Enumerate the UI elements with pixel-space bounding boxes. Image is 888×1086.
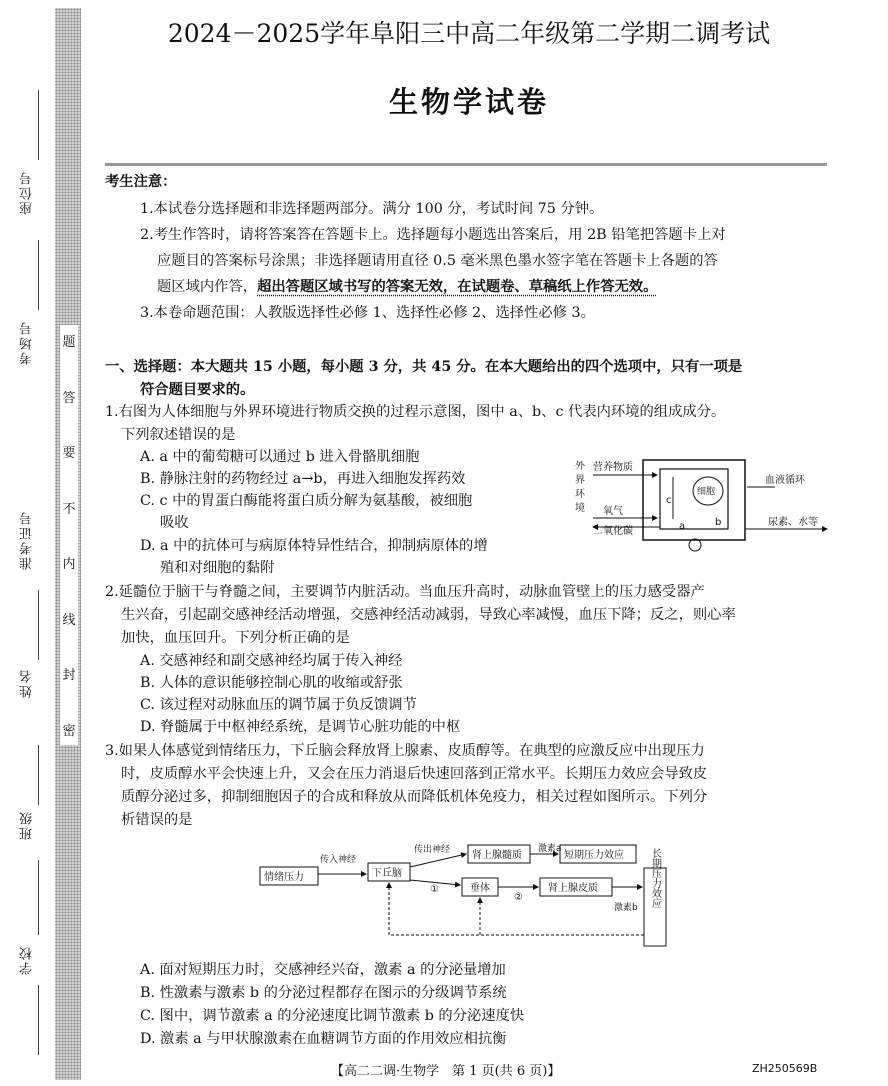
env-label-1: 外 (575, 461, 585, 472)
notice-item: 1.本试卷分选择题和非选择题两部分。满分 100 分，考试时间 75 分钟。 (140, 201, 604, 217)
footer-code: ZH250569B (752, 1062, 818, 1075)
notice-item-line (157, 277, 657, 297)
seal-char: 要 (62, 446, 76, 462)
notice-emphasis: 超出答题区域书写的答案无效，在试题卷、草稿纸上作答无效。 (257, 279, 658, 295)
question-stem: 2.延髓位于脑干与脊髓之间，主要调节内脏活动。当血压升高时，动脉血管壁上的压力感受器产 (105, 584, 705, 600)
binding-margin (0, 0, 100, 1086)
notice-item: 3.本卷命题范围：人教版选择性必修 1、选择性必修 2、选择性必修 3。 (140, 305, 595, 321)
class-line (38, 860, 39, 935)
seat-number-line (38, 90, 39, 160)
question-stem: 析错误的是 (121, 812, 193, 828)
exam-title: 2024－2025学年阜阳三中高二年级第二学期二调考试 (167, 19, 771, 48)
seal-char: 题 (62, 335, 76, 350)
label-b: b (715, 517, 722, 528)
blood-circulation-label: 血液循环 (765, 475, 805, 486)
seal-char: 密 (62, 723, 76, 739)
co2-label: 二氧化碳 (593, 526, 633, 537)
seal-char: 不 (62, 501, 76, 517)
nutrients-label: 营养物质 (593, 462, 633, 473)
stress-label: 情绪压力 (264, 872, 304, 883)
stress-response-diagram (258, 840, 678, 950)
option-a: A. a 中的葡萄糖可以通过 b 进入骨骼肌细胞 (140, 449, 420, 465)
option-b: B. 人体的意识能够控制心肌的收缩或舒张 (140, 675, 403, 691)
option-a: A. 面对短期压力时，交感神经兴奋，激素 a 的分泌量增加 (140, 962, 506, 978)
option-d: D. a 中的抗体可与病原体特异性结合，抑制病原体的增 (140, 538, 488, 554)
school-line (38, 985, 39, 1055)
school-label: 学校 (20, 945, 35, 975)
question-stem: 质醇分泌过多，抑制细胞因子的合成和释放从而降低机体免疫力，相关过程如图所示。下列分 (121, 789, 708, 805)
hormone-b-label: 激素b (614, 903, 638, 913)
cortex-label: 肾上腺皮质 (548, 883, 598, 894)
ticket-number-label: 准考证号 (20, 510, 35, 570)
option-c: C. c 中的胃蛋白酶能将蛋白质分解为氨基酸，被细胞 (140, 493, 473, 509)
question-stem: 加快，血压回升。下列分析正确的是 (121, 630, 350, 646)
option-b: B. 静脉注射的药物经过 a→b，再进入细胞发挥药效 (140, 471, 466, 487)
ticket-number-line (38, 590, 39, 660)
seal-char: 内 (62, 557, 76, 573)
seal-char: 封 (62, 668, 76, 684)
question-stem: 生兴奋，引起副交感神经活动增强，交感神经活动减弱，导致心率减慢，血压下降；反之，则心率 (121, 607, 736, 623)
hypothalamus-label: 下丘脑 (372, 868, 402, 879)
body-box (643, 460, 745, 540)
seal-char: 线 (62, 612, 76, 628)
question-stem: 时，皮质醇水平会快速上升，又会在压力消退后快速回落到正常水平。长期压力效应会导致皮 (121, 766, 708, 782)
urine-label: 尿素、水等 (768, 517, 818, 528)
option-c: C. 该过程对动脉血压的调节属于负反馈调节 (140, 697, 417, 713)
step-1-label: ① (430, 884, 439, 895)
hormone-a-label: 激素a (538, 844, 562, 854)
step-2-label: ② (514, 892, 523, 903)
notice-item: 2.考生作答时，请将答案答在答题卡上。选择题每小题选出答案后，用 2B 铅笔把答题卡上对 (140, 227, 726, 243)
class-label: 班级 (20, 810, 35, 840)
option-c: C. 图中，调节激素 a 的分泌速度比调节激素 b 的分泌速度快 (140, 1008, 525, 1024)
seal-char: 答 (62, 390, 76, 406)
cell-label: 细胞 (697, 487, 716, 497)
question-stem: 3.如果人体感觉到情绪压力，下丘脑会释放肾上腺素、皮质醇等。在典型的应激反应中出现压力 (105, 743, 705, 759)
footer-page-info: 【高二二调·生物学 第 1 页(共 6 页)】 (331, 1064, 561, 1079)
exam-subtitle: 生物学试卷 (388, 85, 549, 119)
heart-circle (689, 539, 701, 551)
seal-notice (60, 325, 78, 745)
oxygen-label: 氧气 (603, 506, 623, 517)
env-label-4: 境 (575, 503, 585, 514)
section-heading: 符合题目要求的。 (140, 382, 255, 398)
option-b: B. 性激素与激素 b 的分泌过程都存在图示的分级调节系统 (140, 985, 507, 1001)
afferent-label: 传入神经 (320, 855, 357, 865)
option-d: D. 激素 a 与甲状腺激素在血糖调节方面的作用效应相抗衡 (140, 1031, 507, 1047)
section-heading: 一、选择题：本大题共 15 小题，每小题 3 分，共 45 分。在本大题给出的四个选项中，只有一项是 (105, 359, 743, 375)
name-label: 姓名 (20, 668, 35, 698)
option-d-cont: 殖和对细胞的黏附 (160, 560, 275, 576)
exam-room-label: 考场号 (20, 320, 35, 365)
header-rule (105, 163, 827, 166)
seat-number-label: 座位号 (20, 170, 35, 215)
notice-item: 应题目的答案标号涂黑；非选择题请用直径 0.5 毫米黑色墨水签字笔在答题卡上各题的答 (157, 253, 718, 269)
question-stem: 1.右图为人体细胞与外界环境进行物质交换的过程示意图，图中 a、b、c 代表内环境的组成成分。 (105, 404, 726, 420)
name-line (38, 745, 39, 805)
internal-environment-diagram (565, 457, 830, 552)
short-term-label: 短期压力效应 (564, 850, 624, 861)
env-label-2: 界 (575, 475, 585, 486)
efferent-label: 传出神经 (414, 845, 451, 855)
label-a: a (679, 521, 686, 532)
medulla-label: 肾上腺髓质 (472, 850, 522, 861)
notice-heading: 考生注意： (105, 174, 177, 190)
label-c: c (666, 495, 672, 506)
question-stem: 下列叙述错误的是 (121, 427, 236, 443)
efferent-arrow (410, 854, 466, 867)
option-a: A. 交感神经和副交感神经均属于传入神经 (140, 653, 403, 669)
option-d: D. 脊髓属于中枢神经系统，是调节心脏功能的中枢 (140, 719, 461, 735)
exam-room-line (38, 240, 39, 310)
env-label-3: 环 (575, 489, 585, 500)
notice-text: 题区域内作答， (157, 279, 258, 295)
feedback-arrow-hypothalamus (389, 883, 644, 935)
option-c-cont: 吸收 (160, 515, 189, 531)
pituitary-label: 垂体 (470, 883, 490, 894)
long-term-label: 长期压力效应 (649, 848, 661, 908)
